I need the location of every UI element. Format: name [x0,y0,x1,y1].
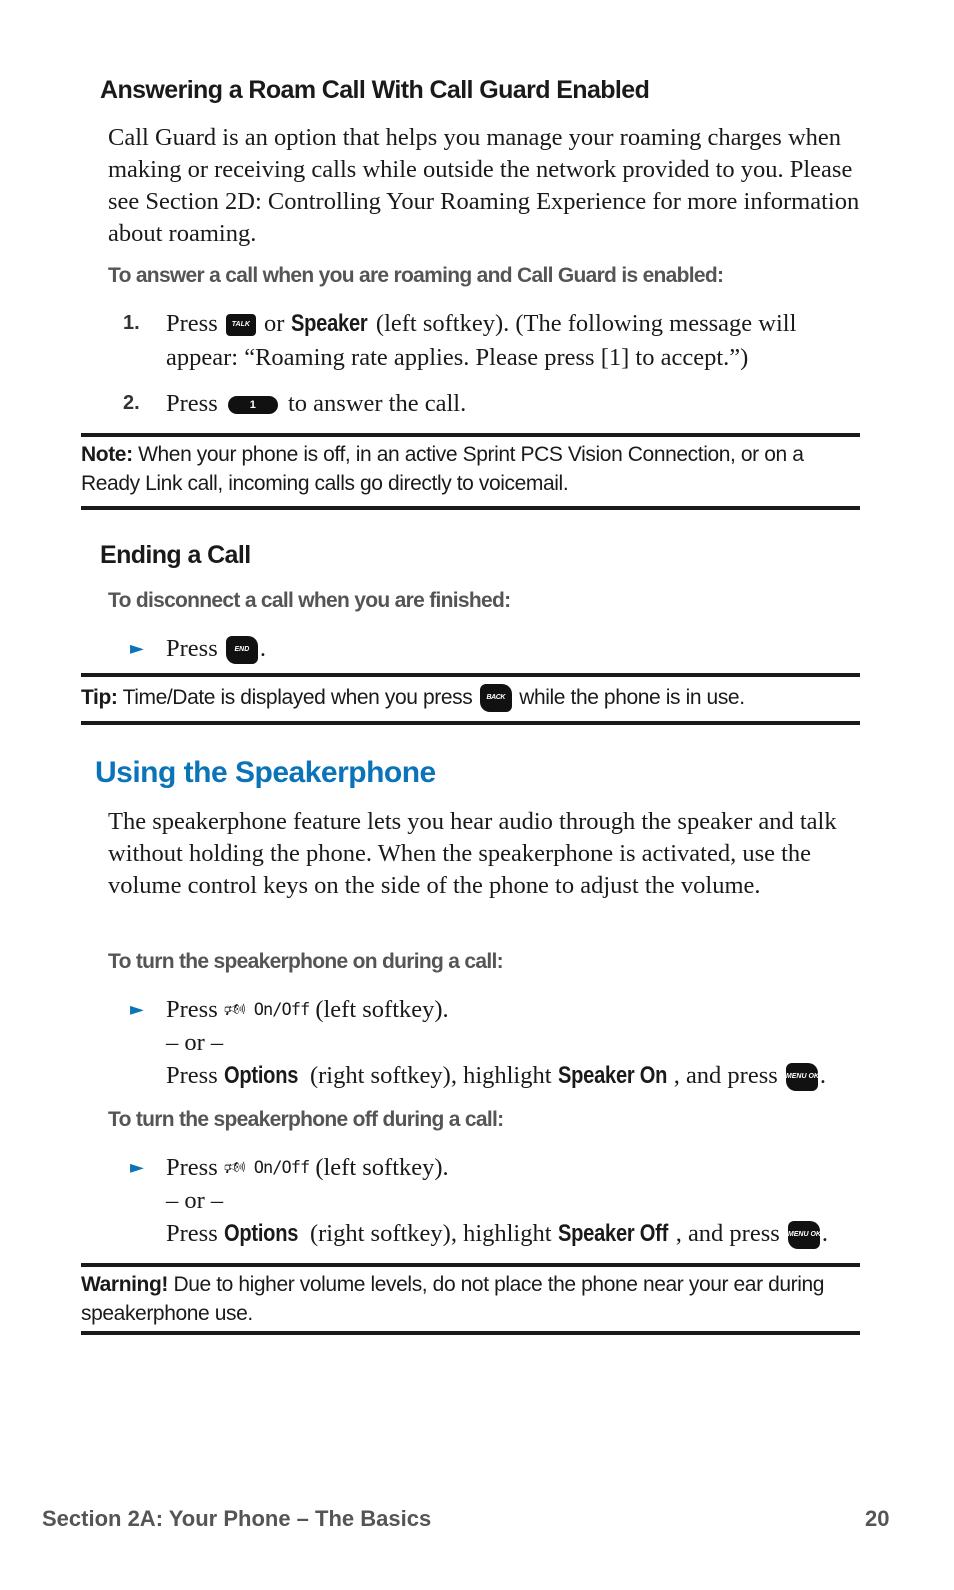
tip-label: Tip: [81,686,118,709]
warning-label: Warning! [81,1273,169,1296]
speaker-on-label: Speaker On [557,1062,667,1089]
roam-heading: Answering a Roam Call With Call Guard Enabled [100,76,650,104]
tip-box [81,683,861,712]
press-text: Press [166,996,218,1023]
tip-top-rule [81,673,860,677]
left-softkey-text: (left softkey). [315,1154,449,1181]
note-label: Note: [81,443,133,466]
period: . [259,635,266,662]
menu-ok-key-icon: MENU OK [786,1063,818,1091]
speaker-off-label: Speaker Off [557,1220,668,1247]
tip-bottom-rule [81,721,860,725]
press-text: Press [166,1062,218,1089]
note-box [81,440,861,498]
note-bottom-rule [81,506,860,510]
speaker-on-subheading: To turn the speakerphone on during a call: [108,950,503,973]
warning-top-rule [81,1263,860,1267]
or-text: – or – [166,1187,224,1214]
press-text: Press [166,635,218,662]
page-number: 20 [865,1506,890,1531]
press-text: Press [166,310,218,337]
ending-subheading: To disconnect a call when you are finished: [108,589,511,612]
step1-line2: appear: “Roaming rate applies. Please press [1] to accept.”) [166,344,749,371]
and-press-text: , and press [675,1220,780,1247]
menu-ok-key-icon: MENU OK [788,1221,820,1249]
step-number: 2. [123,392,140,414]
speaker-off-subheading: To turn the speakerphone off during a call: [108,1108,504,1131]
ending-heading: Ending a Call [100,541,251,569]
left-softkey-text: (left softkey). [315,996,449,1023]
speakerphone-paragraph: The speakerphone feature lets you hear audio through the speaker and talk without holding the phone. When the speakerphone is activated, use the volume control keys on the side of the phone to adjust the volume. [108,808,837,899]
bullet-icon: ► [130,1157,144,1178]
tip-text-2: while the phone is in use. [519,686,745,709]
press-text: Press [166,390,218,417]
or-text: – or – [166,1029,224,1056]
speaker-softkey-label: Speaker [290,310,367,337]
press-text: Press [166,1220,218,1247]
bullet-icon: ► [130,638,144,659]
speaker-softkey-icon: 🕬 On/Off [223,1158,310,1178]
roam-subheading: To answer a call when you are roaming and Call Guard is enabled: [108,264,724,287]
warning-box [81,1270,841,1328]
and-press-text: , and press [673,1062,778,1089]
step2-rest: to answer the call. [287,390,467,417]
or-text: or [263,310,285,337]
tip-text-1: Time/Date is displayed when you press [122,686,473,709]
note-top-rule [81,433,860,437]
bullet-icon: ► [130,999,144,1020]
back-key-icon: BACK [480,684,512,712]
speakerphone-heading: Using the Speakerphone [95,756,436,789]
period: . [821,1220,829,1247]
note-text: When your phone is off, in an active Sprint PCS Vision Connection, or on a Ready Link call, incoming calls go directly to voicemail. [81,443,804,495]
step1-rest: (left softkey). (The following message will [375,310,797,337]
options-label: Options [223,1062,299,1089]
period: . [819,1062,827,1089]
right-softkey-text: (right softkey), highlight [309,1220,552,1247]
warning-bottom-rule [81,1331,860,1335]
step-number: 1. [123,312,140,334]
press-text: Press [166,1154,218,1181]
one-key-icon: 1 [228,396,278,414]
footer-section: Section 2A: Your Phone – The Basics [42,1506,432,1531]
right-softkey-text: (right softkey), highlight [309,1062,552,1089]
roam-paragraph: Call Guard is an option that helps you manage your roaming charges when making or receiving calls while outside the network provided to you. Please see Section 2D: Controlling Your Roaming Experience for more information about roaming. [108,124,860,247]
end-key-icon: END [226,636,258,664]
options-label: Options [223,1220,299,1247]
speaker-softkey-icon: 🕬 On/Off [223,1000,310,1020]
warning-text: Due to higher volume levels, do not place the phone near your ear during speakerphone use. [81,1273,825,1325]
talk-key-icon: TALK [226,314,256,336]
